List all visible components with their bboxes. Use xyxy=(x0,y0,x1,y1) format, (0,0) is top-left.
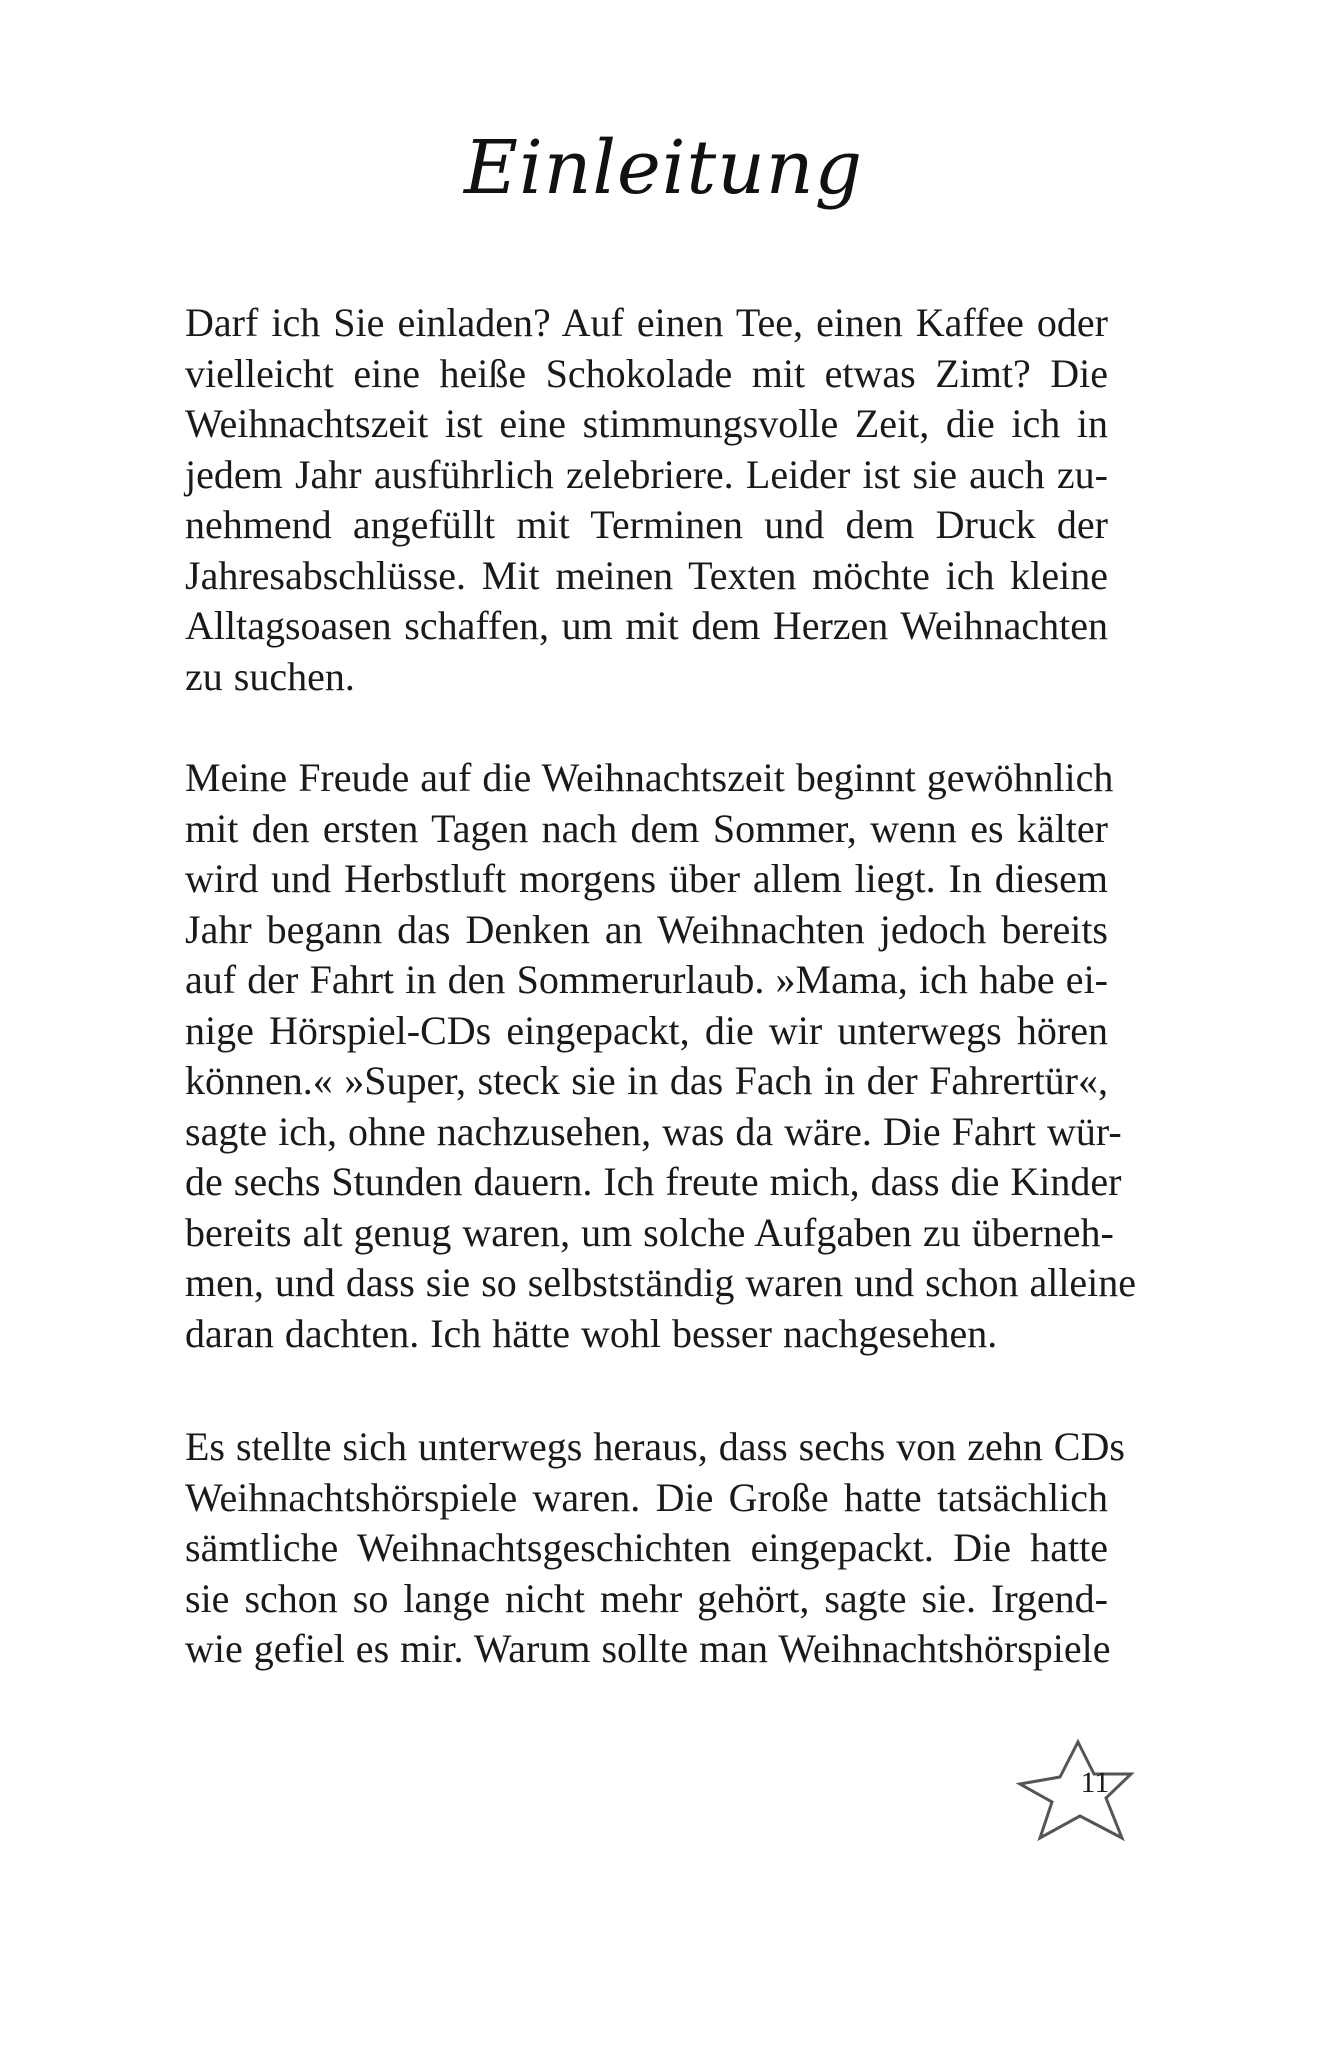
text-line: wird und Herbstluft morgens über allem liegt. In diesem xyxy=(185,856,1108,901)
text-line: men, und dass sie so selbstständig waren und schon alleine xyxy=(185,1260,1137,1305)
text-line: de sechs Stunden dauern. Ich freute mich, dass die Kinder xyxy=(185,1159,1122,1204)
text-line: nehmend angefüllt mit Terminen und dem Druck der xyxy=(185,502,1108,547)
text-line: nige Hörspiel-CDs eingepackt, die wir unterwegs hören xyxy=(185,1007,1108,1053)
text-line: Es stellte sich unterwegs heraus, dass sechs von zehn CDs xyxy=(185,1424,1125,1469)
text-line: Jahresabschlüsse. Mit meinen Texten möchte ich kleine xyxy=(185,552,1108,598)
text-line: jedem Jahr ausführlich zelebriere. Leider ist sie auch zu- xyxy=(185,451,1108,497)
text-line: Alltagsoasen schaffen, um mit dem Herzen Weihnachten xyxy=(185,603,1108,648)
text-line: wie gefiel es mir. Warum sollte man Weihnachtshörspiele xyxy=(185,1626,1111,1671)
page-number: 11 xyxy=(1080,1766,1110,1799)
text-line: sämtliche Weihnachtsgeschichten eingepackt. Die hatte xyxy=(185,1525,1108,1570)
text-line: Darf ich Sie einladen? Auf einen Tee, einen Kaffee oder xyxy=(185,300,1108,345)
text-line: vielleicht eine heiße Schokolade mit etwas Zimt? Die xyxy=(185,350,1108,396)
paragraph-3 xyxy=(185,1422,1125,1675)
text-line: bereits alt genug waren, um solche Aufgaben zu überneh- xyxy=(185,1209,1114,1255)
text-line: daran dachten. Ich hätte wohl besser nachgesehen. xyxy=(185,1310,998,1356)
page-number-badge xyxy=(1012,1730,1132,1850)
paragraph-1 xyxy=(185,298,1108,702)
text-line: zu suchen. xyxy=(185,653,355,699)
text-line: können.« »Super, steck sie in das Fach in der Fahrertür«, xyxy=(185,1058,1108,1103)
text-line: sie schon so lange nicht mehr gehört, sagte sie. Irgend- xyxy=(185,1575,1108,1621)
text-line: sagte ich, ohne nachzusehen, was da wäre. Die Fahrt wür- xyxy=(185,1108,1122,1154)
text-line: Weihnachtszeit ist eine stimmungsvolle Zeit, die ich in xyxy=(185,401,1108,446)
chapter-title: Einleitung xyxy=(464,125,863,211)
text-line: Meine Freude auf die Weihnachtszeit beginnt gewöhnlich xyxy=(185,755,1114,800)
text-line: mit den ersten Tagen nach dem Sommer, wenn es kälter xyxy=(185,805,1108,851)
paragraph-2 xyxy=(185,753,1137,1359)
text-line: Jahr begann das Denken an Weihnachten jedoch bereits xyxy=(185,906,1108,952)
text-line: auf der Fahrt in den Sommerurlaub. »Mama, ich habe ei- xyxy=(185,957,1108,1002)
text-line: Weihnachtshörspiele waren. Die Große hatte tatsächlich xyxy=(185,1474,1108,1520)
